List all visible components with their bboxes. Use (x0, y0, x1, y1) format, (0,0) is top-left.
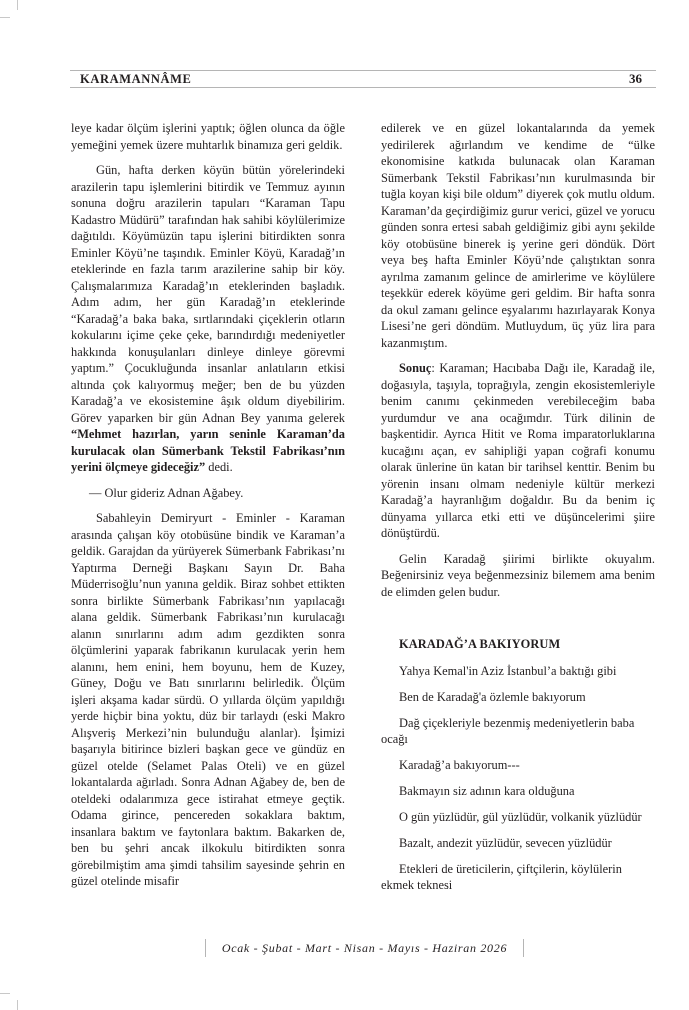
poem-line: Etekleri de üreticilerin, çiftçilerin, köylülerin ekmek teknesi (381, 861, 622, 892)
paragraph-text: Gün, hafta derken köyün bütün yörelerindeki arazilerin tapu işlemlerini bitirdik ve Temmuz ayının sonuna doğru arazilerin tapuları “Karaman Tapu Kadastro Müdürü” tarafından hak sahibi köylülerimize dağıtıldı. Köyümüzün tapu işlerini bitirdikten sonra Eminler Köyü’ne taşındık. Eminler Köyü, Karadağ’ın eteklerinde en fazla tarım arazilerine sahip bir köy. Çalışmalarımıza Karadağ’ın eteklerinden başladık. Adım adım, her gün Karadağ’ın eteklerinde “Karadağ’a baka baka, sırtlarındaki çiçeklerin otların kokularını içime çeke çeke, barındırdığı medeniyetler hakkında konuşulanları dinleye dinleye görevmi yaptım.” Çocukluğunda insanlar anlatıların etkisi altında çok kalıyormuş meğer; ben de bu yüzden Karadağ’a ve ekosistemine âşık oldum diyebilirim. Görev yaparken bir gün Adnan Bey yanıma gelerek (71, 163, 345, 425)
poem-line: Ben de Karadağ'a özlemle bakıyorum (399, 689, 586, 704)
journal-title: KARAMANNÂME (80, 71, 192, 86)
paragraph-text: dedi. (205, 460, 233, 474)
poem-line: Karadağ’a bakıyorum--- (399, 757, 520, 772)
right-column (381, 120, 655, 903)
poem-line: Yahya Kemal'in Aziz İstanbul’a baktığı gibi (399, 663, 617, 678)
paragraph: edilerek ve en güzel lokantalarında da yemek yedirilerek ağırlandım ve kendime de “ülke ekonomisine katkıda bulunacak olan Karaman Sümerbank Tekstil Fabrikası’nın kurulmasında bir tuğla koyan kişi bile oldum” diyerek çok mutlu oldum. Karaman’da geçirdiğimiz gurur verici, güzel ve yorucu günden sonra ertesi sabah geldiğimiz gibi aynı şekilde köy otobüsüne binerek iş yerine geri döndük. Dört veya beş hafta Eminler Köyü’nde çalıştıktan sonra ayrılma zamanım gelince de amirlerime ve köylülere teşekkür ederek köyüme geri geldim. Bir hafta sonra da okul zamanı gelince eşyalarımı hazırlayarak Konya Lisesi’ne geri döndüm. Mutluydum, üç yüz lira para kazanmıştım. (381, 121, 655, 350)
running-header (70, 70, 656, 88)
conclusion-label: Sonuç (399, 361, 432, 375)
page-number: 36 (629, 71, 642, 86)
crop-mark (0, 993, 10, 994)
issue-footer (205, 939, 524, 957)
dialogue-line: — Olur gideriz Adnan Ağabey. (89, 485, 244, 500)
poem-line: Dağ çiçekleriyle bezenmiş medeniyetlerin baba ocağı (381, 715, 635, 746)
conclusion-paragraph (381, 360, 655, 542)
poem-line: Bazalt, andezit yüzlüdür, sevecen yüzlüdür (399, 835, 612, 850)
issue-dates: Ocak - Şubat - Mart - Nisan - Mayıs - Haziran 2026 (221, 940, 508, 955)
paragraph-text: : Karaman; Hacıbaba Dağı ile, Karadağ ile, doğasıyla, taşıyla, toprağıyla, zengin ekosistemleriyle benim canımı çekinmeden verebileceğim baba yurdumdur ve ana ocağımdır. Türk dilinin de başkentidir. Ayrıca Hitit ve Roma imparatorluklarına kucağını açan, ev sahipliği yapan coğrafi konumu olarak ünlerine ün katan bir tarihsel kenttir. Benim bu yörenin insanı olmam nedeniyle kültür merkezi Karadağ’a hayranlığım doğaldır. Bu da benim iç dünyama yıllarca etki etti ve düşüncelerimi şiire dönüştürdü. (381, 361, 655, 540)
poem-line: Bakmayın siz adının kara olduğuna (399, 783, 575, 798)
paragraph: Sabahleyin Demiryurt - Eminler - Karaman arasında çalışan köy otobüsüne bindik ve Karaman’a geldik. Garajdan da yürüyerek Sümerbank Fabrikası’nı Yaptırma Derneği Başkanı Sayın Dr. Baha Müderrisoğlu’nun yanına geldik. Biraz sohbet ettikten sonra birlikte Sümerbank Fabrikası’nın yapılacağı alana geldik. Sümerbank Fabrikası’nın kurulacağı alanın sınırlarını adım adım gezdikten sonra ölçümlerini yaparak fabrikanın kurulacak yerin hem alanını, hem enini, hem boyunu, hem de Kuzey, Güney, Doğu ve Batı sınırlarını belirledik. Ölçüm işleri akşama kadar sürdü. O yıllarda ölçüm yapıldığı yerde hiçbir bina yoktu, düz bir tarlaydı (eski Makro Alışveriş Merkezi’nin bulunduğu alanlar). İşimizi başarıyla bitirince bizleri başkan gece ve gündüz en güzel otelde (Selamet Palas Oteli) ve en güzel lokantalarda ağırladı. Sonra Adnan Ağabey de, ben de oteldeki odalarımıza gece istirahat etmeye geçtik. Odama girince, pencereden sokaklara baktım, insanlara baktım ve faytonlara baktım. Bakarken de, ben bu şehri ancak ilkokulu bitirdikten sonra görebilmiştim ama şimdi tahsilim sayesinde şehrin en güzel otelinde misafir (71, 511, 345, 888)
bold-quote: “Mehmet hazırlan, yarın seninle Karaman’da kurulacak olan Sümerbank Tekstil Fabrikası’nın yerini ölçmeye gideceğiz” (71, 427, 345, 474)
crop-mark (17, 0, 18, 10)
left-column (71, 120, 345, 899)
poem-title: KARADAĞ’A BAKIYORUM (399, 637, 561, 651)
paragraph (71, 162, 345, 476)
paragraph: Gelin Karadağ şiirimi birlikte okuyalım. Beğenirsiniz veya beğenmezsiniz bilemem ama benim de elimden gelen budur. (381, 551, 655, 599)
crop-mark (17, 1000, 18, 1010)
poem-line: O gün yüzlüdür, gül yüzlüdür, volkanik yüzlüdür (399, 809, 642, 824)
crop-mark (0, 17, 10, 18)
paragraph: leye kadar ölçüm işlerini yaptık; öğlen olunca da öğle yemeğini yemek üzere muhtarlık binamıza geri geldik. (71, 121, 345, 152)
